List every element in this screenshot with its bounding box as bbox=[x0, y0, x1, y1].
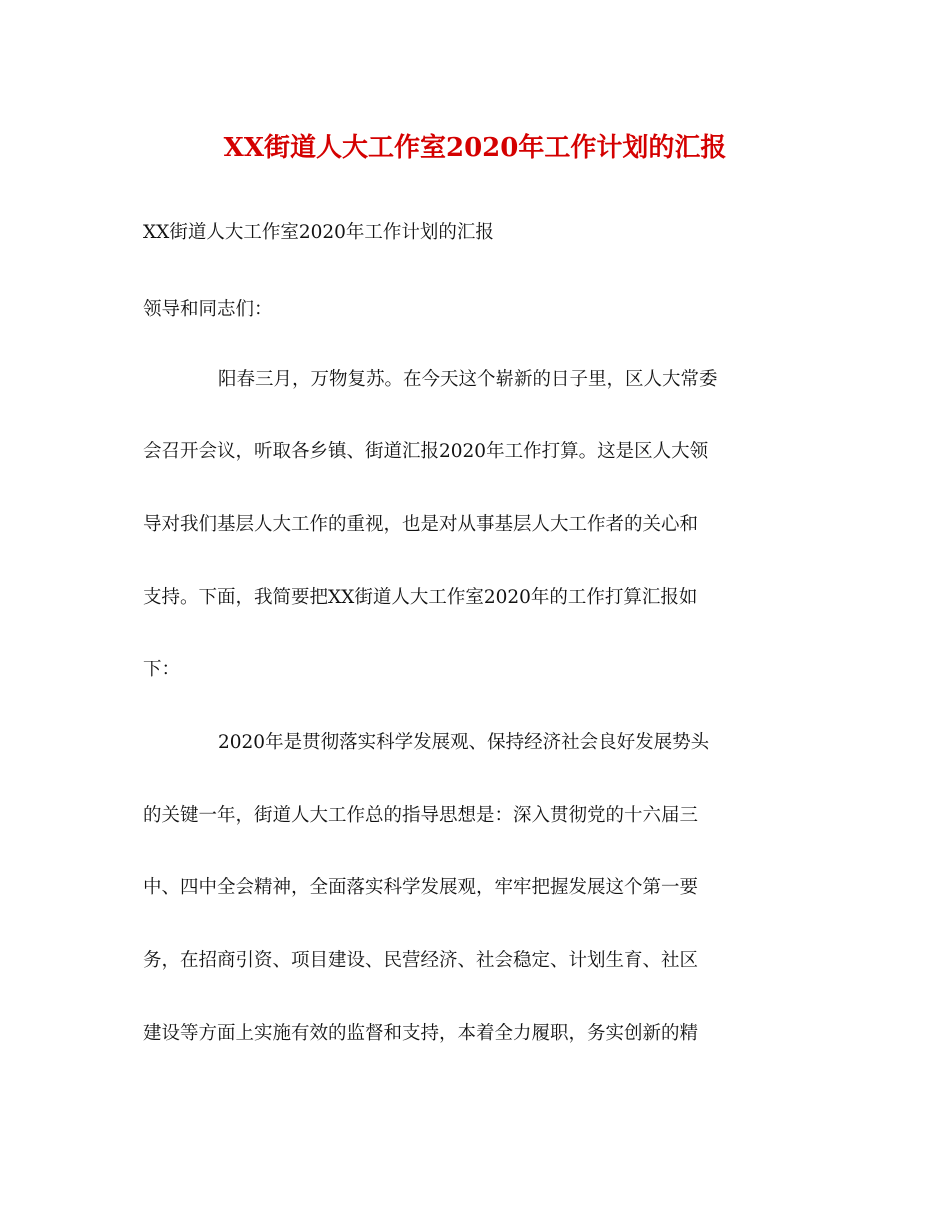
subtitle-line: XX街道人大工作室2020年工作计划的汇报 bbox=[143, 222, 494, 243]
paragraph-line: 阳春三月，万物复苏。在今天这个崭新的日子里，区人大常委 bbox=[218, 369, 718, 390]
paragraph-line: 务，在招商引资、项目建设、民营经济、社会稳定、计划生育、社区 bbox=[143, 950, 699, 971]
document-title: XX街道人大工作室2020年工作计划的汇报 bbox=[223, 133, 727, 163]
paragraph-line: 导对我们基层人大工作的重视，也是对从事基层人大工作者的关心和 bbox=[143, 514, 699, 535]
salutation-line: 领导和同志们： bbox=[143, 299, 273, 320]
paragraph-line: 的关键一年，街道人大工作总的指导思想是：深入贯彻党的十六届三 bbox=[143, 805, 699, 826]
paragraph-line: 2020年是贯彻落实科学发展观、保持经济社会良好发展势头 bbox=[218, 732, 710, 753]
paragraph-line: 支持。下面，我简要把XX街道人大工作室2020年的工作打算汇报如 bbox=[143, 587, 698, 608]
paragraph-line: 中、四中全会精神，全面落实科学发展观，牢牢把握发展这个第一要 bbox=[143, 877, 699, 898]
paragraph-line: 会召开会议，听取各乡镇、街道汇报2020年工作打算。这是区人大领 bbox=[143, 441, 709, 462]
paragraph-line: 下： bbox=[143, 659, 181, 680]
paragraph-line: 建设等方面上实施有效的监督和支持，本着全力履职，务实创新的精 bbox=[143, 1023, 699, 1044]
